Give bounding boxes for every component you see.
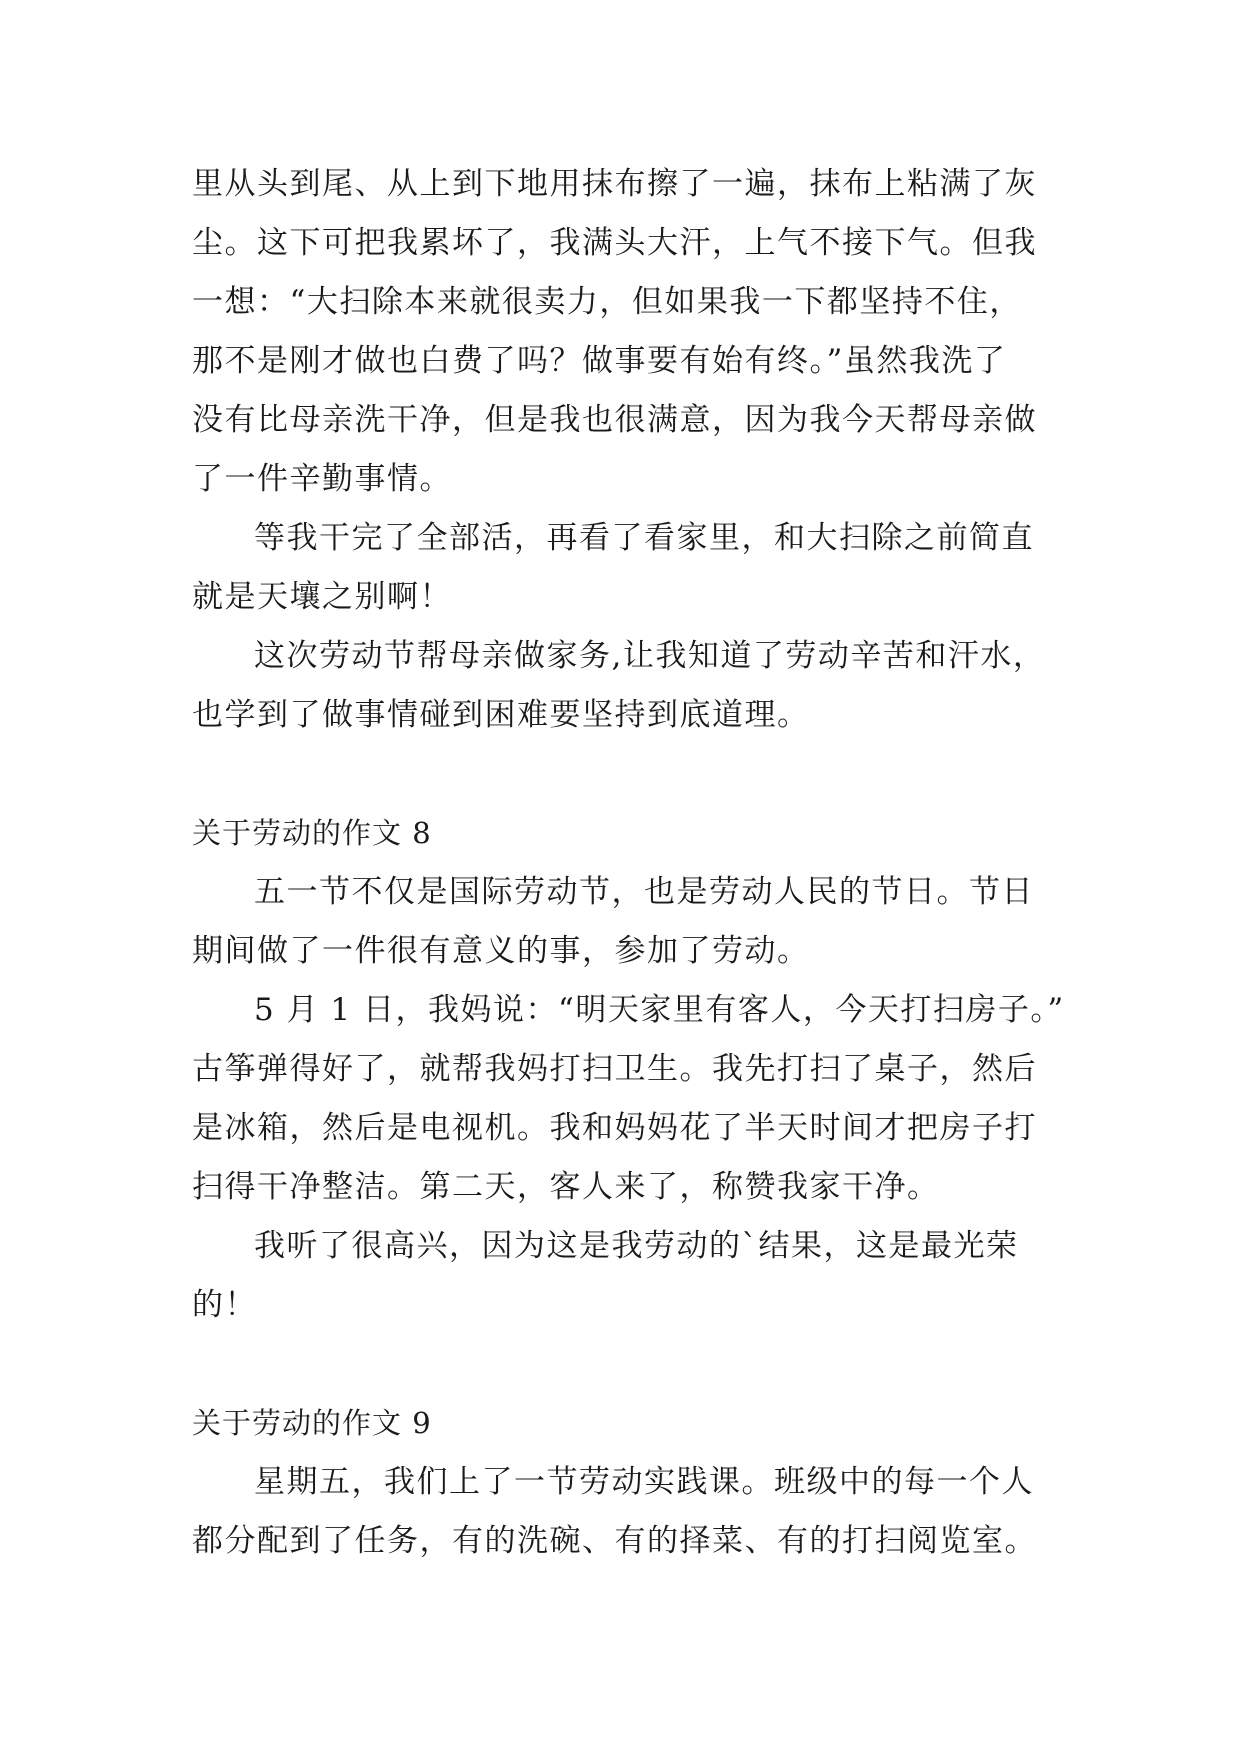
paragraph — [192, 627, 1052, 745]
text-line: 没有比母亲洗干净，但是我也很满意，因为我今天帮母亲做 — [192, 402, 1037, 438]
text-line: 也学到了做事情碰到困难要坚持到底道理。 — [192, 697, 810, 733]
text-line: 这次劳动节帮母亲做家务,让我知道了劳动辛苦和汗水， — [254, 638, 1046, 674]
paragraph — [192, 509, 1052, 627]
text-line: 都分配到了任务，有的洗碗、有的择菜、有的打扫阅览室。 — [192, 1523, 1037, 1559]
text-line: 就是天壤之别啊！ — [192, 579, 452, 615]
text-line: 里从头到尾、从上到下地用抹布擦了一遍，抹布上粘满了灰 — [192, 166, 1037, 202]
text-line: 五一节不仅是国际劳动节，也是劳动人民的节日。节日 — [254, 874, 1034, 910]
text-line: 一想：“大扫除本来就很卖力，但如果我一下都坚持不住， — [192, 284, 1022, 320]
text-line: 扫得干净整洁。第二天，客人来了，称赞我家干净。 — [192, 1169, 940, 1205]
text-line: 期间做了一件很有意义的事，参加了劳动。 — [192, 933, 810, 969]
text-line: 星期五，我们上了一节劳动实践课。班级中的每一个人 — [254, 1464, 1034, 1500]
paragraph — [192, 981, 1065, 1217]
section-title: 关于劳动的作文 8 — [192, 816, 432, 850]
paragraph — [192, 155, 1052, 509]
text-line: 是冰箱，然后是电视机。我和妈妈花了半天时间才把房子打 — [192, 1110, 1037, 1146]
text-line: 尘。这下可把我累坏了，我满头大汗，上气不接下气。但我 — [192, 225, 1037, 261]
spacer — [192, 1335, 1052, 1394]
text-line: 等我干完了全部活，再看了看家里，和大扫除之前简直 — [254, 520, 1034, 556]
text-line: 的！ — [192, 1287, 257, 1323]
text-line: 5 月 1 日，我妈说：“明天家里有客人，今天打扫房子。” — [254, 992, 1065, 1028]
text-line: 我听了很高兴，因为这是我劳动的`结果，这是最光荣 — [254, 1228, 1019, 1264]
paragraph — [192, 863, 1052, 981]
document-page — [192, 155, 1065, 1571]
spacer — [192, 745, 1052, 804]
paragraph — [192, 1453, 1052, 1571]
paragraph — [192, 1217, 1052, 1335]
section-title: 关于劳动的作文 9 — [192, 1406, 432, 1440]
text-line: 了一件辛勤事情。 — [192, 461, 452, 497]
text-line: 古筝弹得好了，就帮我妈打扫卫生。我先打扫了桌子，然后 — [192, 1051, 1037, 1087]
text-line: 那不是刚才做也白费了吗？做事要有始有终。”虽然我洗了 — [192, 343, 1007, 379]
